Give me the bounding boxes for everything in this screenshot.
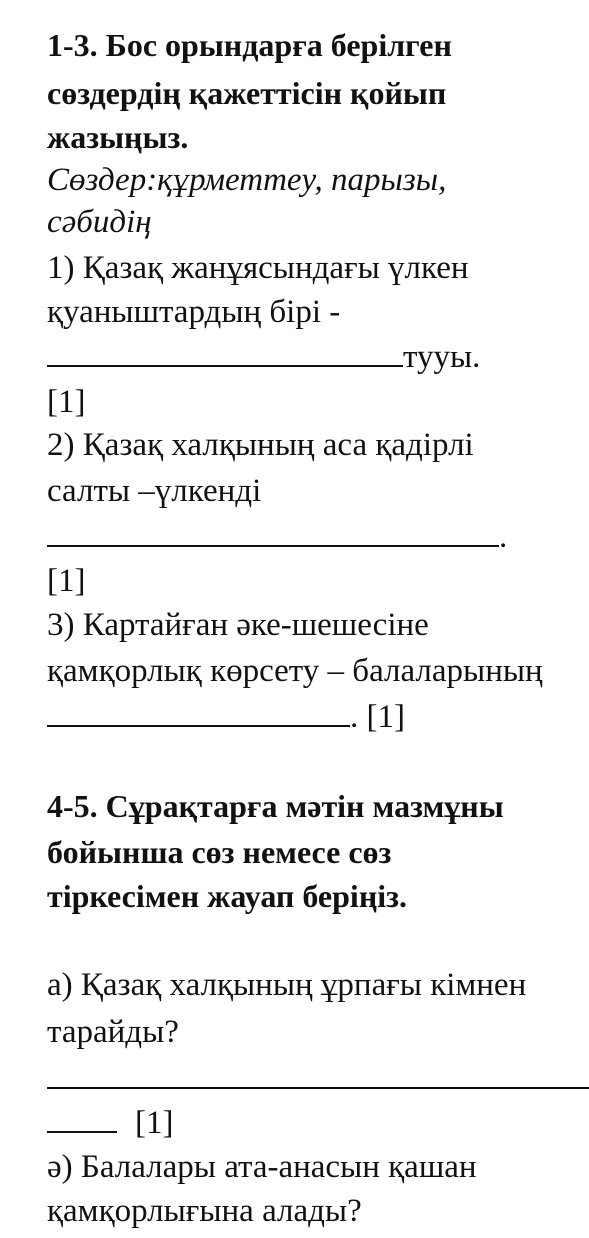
qb-line2: қамқорлығына алады? — [47, 1193, 362, 1229]
qb-line1: ә) Балалары ата-анасын қашан — [47, 1149, 477, 1185]
q2-line1: 2) Қазақ халқының аса қадірлі — [47, 427, 474, 463]
section2-heading-line2: бойынша сөз немесе сөз — [47, 834, 392, 870]
q1-tail: тууы. — [403, 339, 481, 375]
q3-tail: . [1] — [350, 699, 405, 735]
qa-answer-row1 — [47, 1059, 589, 1099]
q1-line1: 1) Қазақ жанұясындағы үлкен — [47, 250, 469, 286]
section1-heading-line2: сөздердің қажеттісін қойып — [47, 75, 447, 111]
q2-mark: [1] — [47, 563, 86, 599]
qa-answer-blank-line2[interactable] — [47, 1131, 117, 1133]
q3-answer-blank[interactable] — [47, 725, 350, 727]
q3-line2: қамқорлық көрсету – балаларының — [47, 653, 543, 689]
qa-answer-blank-line1[interactable] — [47, 1087, 589, 1089]
q1-line2: қуаныштардың бірі - — [47, 294, 341, 330]
section2-heading-line1: 4-5. Сұрақтарға мәтін мазмұны — [47, 788, 504, 824]
qa-answer-row2 — [47, 1103, 173, 1143]
section1-heading-line1: 1-3. Бос орындарға берілген — [47, 27, 452, 63]
q2-answer-blank[interactable] — [47, 545, 499, 547]
qa-mark: [1] — [135, 1105, 174, 1141]
q3-answer-row — [47, 697, 405, 737]
word-bank-line1: Сөздер:құрметтеу, парызы, — [47, 162, 447, 198]
q1-answer-blank[interactable] — [47, 365, 403, 367]
q3-line1: 3) Картайған әке-шешесіне — [47, 607, 429, 643]
q2-line2: салты –үлкенді — [47, 473, 262, 509]
word-bank-line2: сәбидің — [47, 204, 152, 240]
qa-line1: а) Қазақ халқының ұрпағы кімнен — [47, 967, 527, 1003]
q1-mark: [1] — [47, 384, 86, 420]
section1-heading-line3: жазыңыз. — [47, 119, 189, 155]
qa-line2: тарайды? — [47, 1014, 179, 1050]
q2-answer-row — [47, 517, 507, 557]
q2-tail: . — [499, 519, 508, 555]
q1-answer-row — [47, 337, 480, 377]
section2-heading-line3: тіркесімен жауап беріңіз. — [47, 878, 407, 914]
